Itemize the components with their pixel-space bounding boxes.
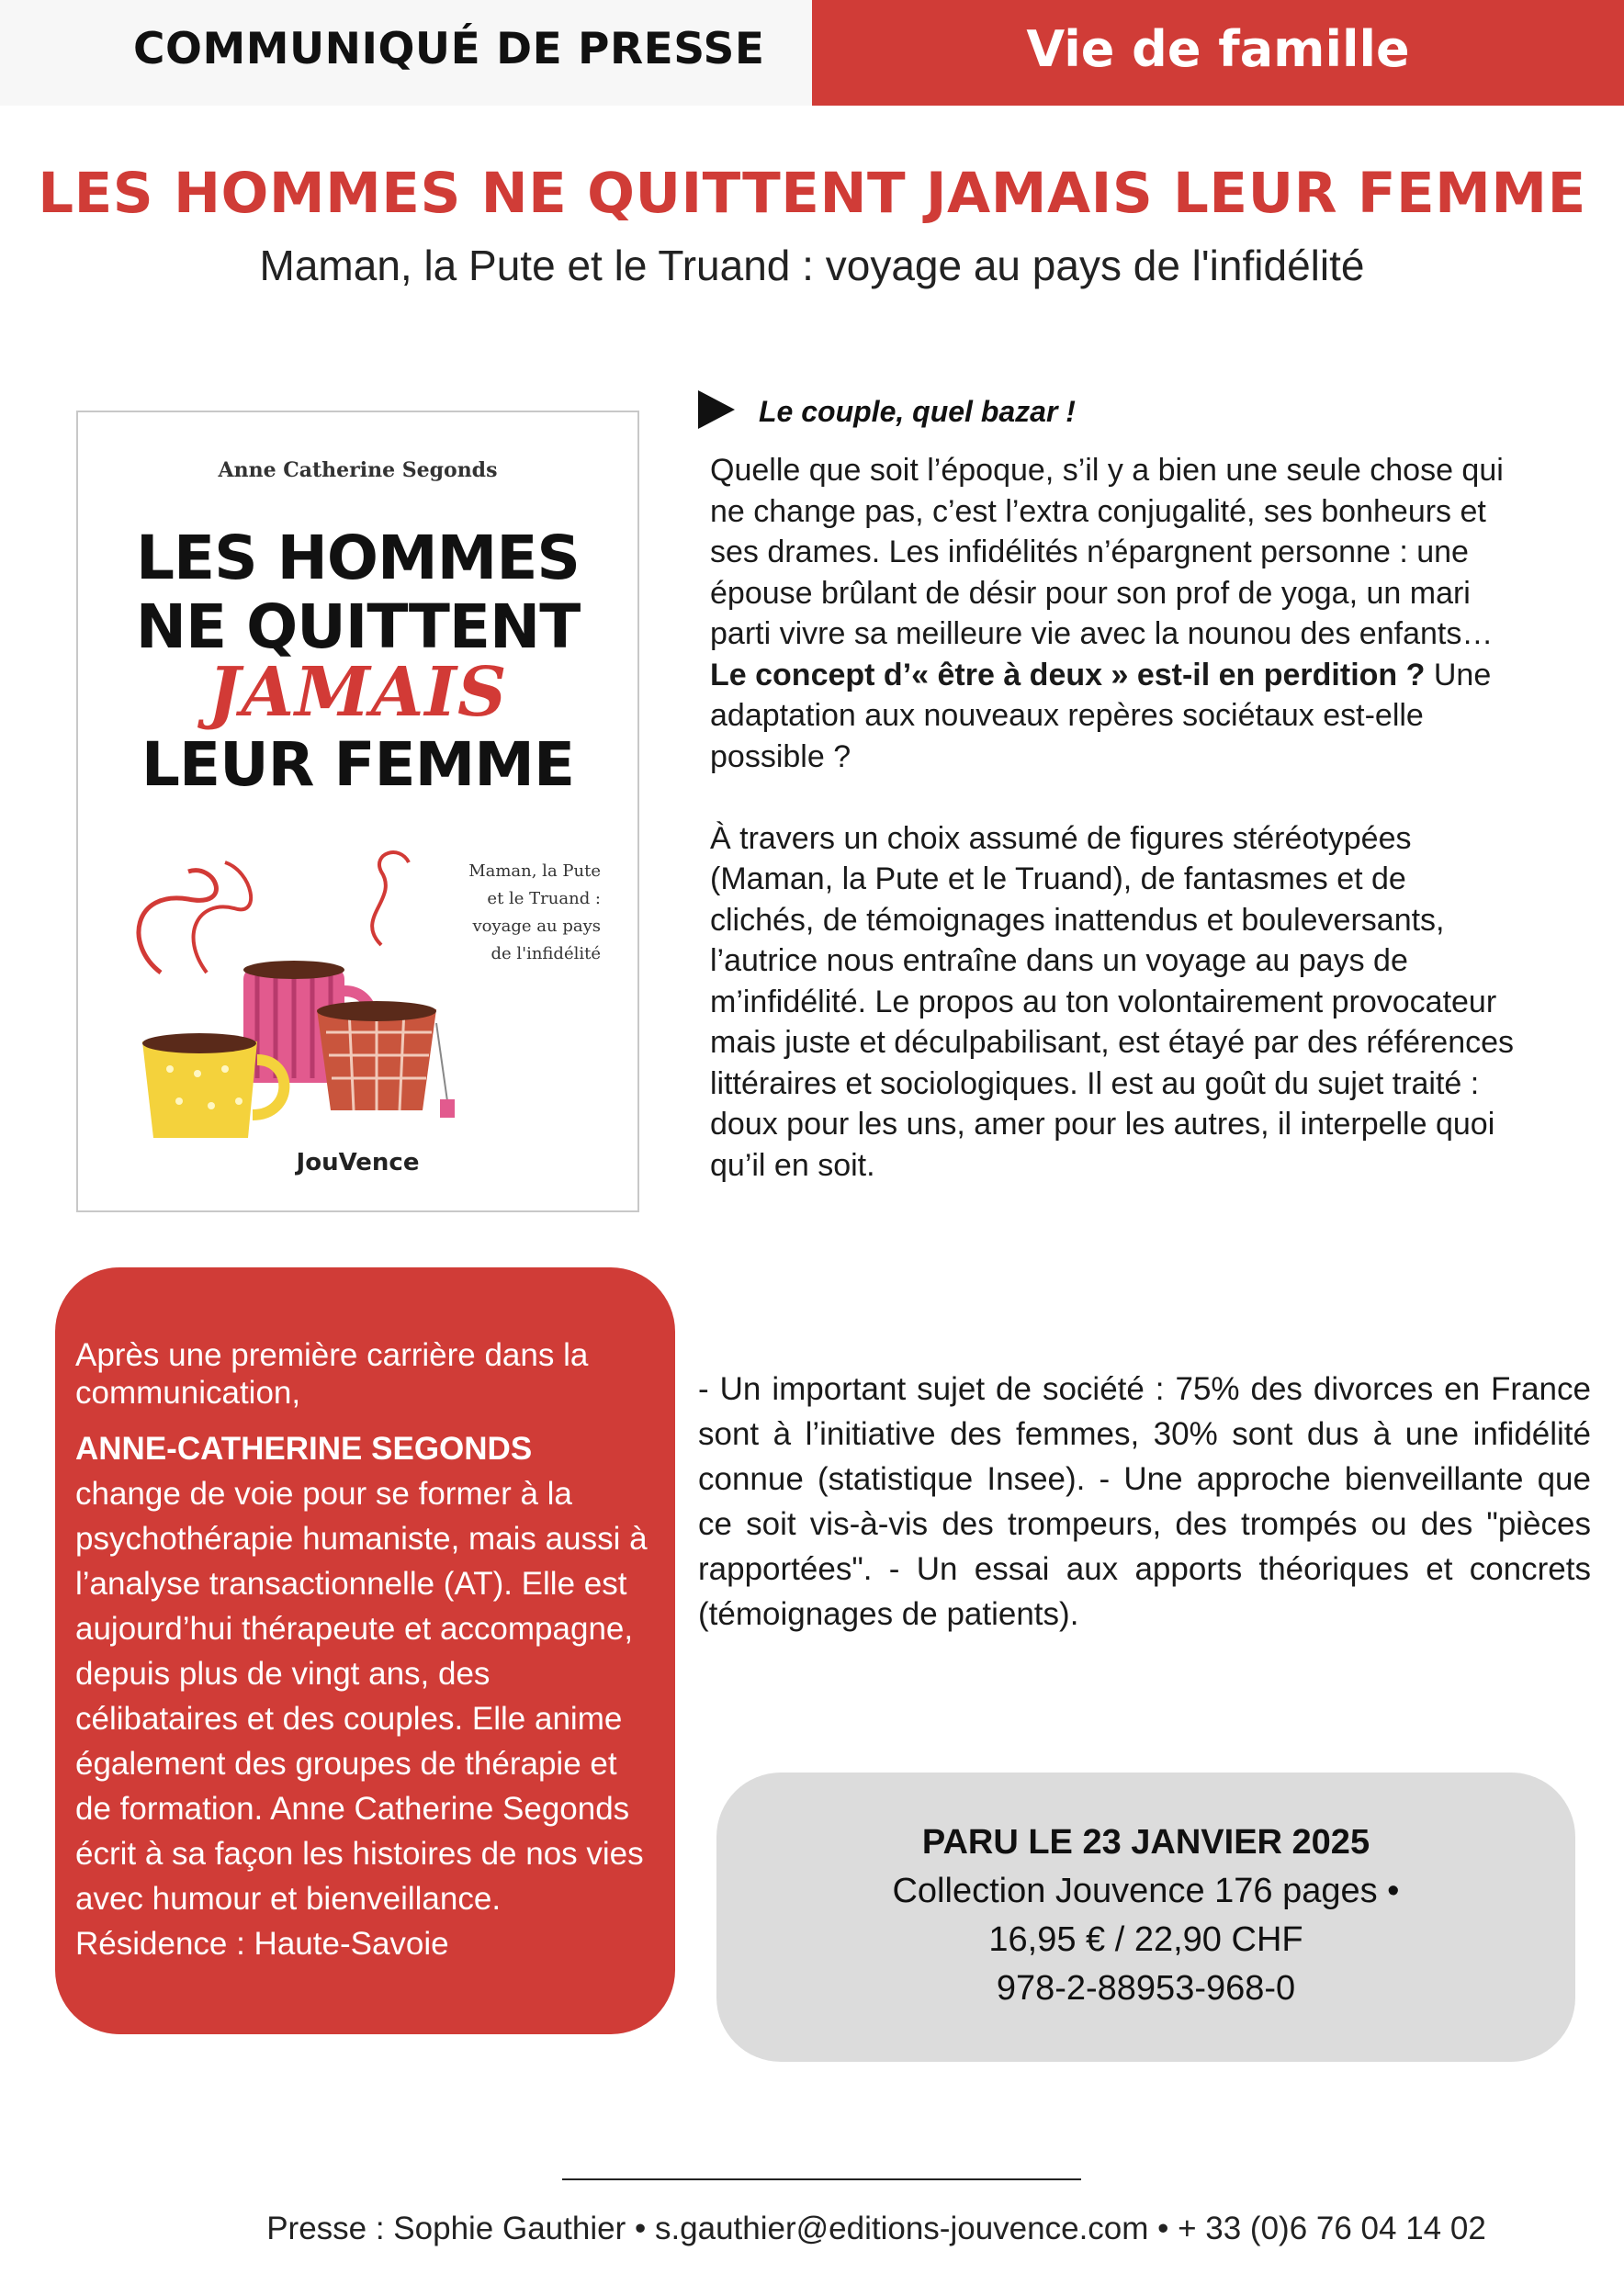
page-title: LES HOMMES NE QUITTENT JAMAIS LEUR FEMME: [38, 161, 1586, 226]
cover-title-line: LES HOMMES: [136, 523, 580, 593]
publisher-logo: JouVence: [296, 1149, 420, 1176]
press-contact: Presse : Sophie Gauthier • s.gauthier@editions-jouvence.com • + 33 (0)6 76 04 14 02: [266, 2211, 1486, 2246]
release-date: PARU LE 23 JANVIER 2025: [921, 1823, 1370, 1862]
publication-info-box: [716, 1773, 1575, 2062]
header-left-band: [0, 0, 812, 106]
author-name: ANNE-CATHERINE SEGONDS: [75, 1431, 533, 1467]
play-triangle-icon: [698, 390, 735, 429]
cover-author: Anne Catherine Segonds: [218, 458, 498, 482]
cover-subtitle: Maman, la Pute et le Truand : voyage au pays de l'infidélité: [468, 861, 601, 963]
author-bio-box: [55, 1267, 675, 2034]
page-subtitle: Maman, la Pute et le Truand : voyage au pays de l'infidélité: [259, 242, 1365, 289]
book-cover: [76, 411, 639, 1212]
cover-title-accent: JAMAIS: [208, 653, 508, 732]
bold-question: Le concept d’« être à deux » est-il en perdition ?: [710, 657, 1426, 692]
body-text: [710, 450, 1518, 1227]
author-description: change de voie pour se former à la psychothérapie humaniste, mais aussi à l’analyse transactionnelle (AT). Elle est aujourd’hui thérapeute et accompagne, depuis plus de vingt ans, des célibataires et des couples. Elle anime également des groupes de thérapie et de formation. Anne Catherine Segonds écrit à sa façon les histoires de nos vies avec humour et bienveillance. Résidence : Haute-Savoie: [75, 1476, 648, 1962]
category-label: Vie de famille: [1026, 20, 1410, 78]
isbn: 978-2-88953-968-0: [996, 1969, 1296, 2008]
author-intro: Après une première carrière dans la communication,: [75, 1337, 589, 1411]
section-heading: Le couple, quel bazar !: [759, 395, 1076, 428]
press-release-label: COMMUNIQUÉ DE PRESSE: [133, 24, 765, 74]
header-category-band: [812, 0, 1624, 106]
collection-pages: Collection Jouvence 176 pages •: [892, 1872, 1400, 1910]
cover-title-line: LEUR FEMME: [141, 729, 575, 800]
cover-title-line: NE QUITTENT: [135, 591, 581, 662]
paragraph: Quelle que soit l’époque, s’il y a bien une seule chose qui ne change pas, c’est l’extra conjugalité, ses bonheurs et ses drames. Les infidélités n’épargnent personne : une épouse brûlant de désir pour son prof de yoga, un mari parti vivre sa meilleure vie avec la nounou des enfants… Le concept d’« être à deux » est-il en perdition ? Une adaptation aux nouveaux repères sociétaux est-elle possible ?: [710, 453, 1504, 774]
key-points: - Un important sujet de société : 75% des divorces en France sont à l’initiative des femmes, 30% sont dus à une infidélité connue (statistique Insee). - Une approche bienveillante que ce soit vis-à-vis des trompeurs, des trompés ou des "pièces rapportées". - Un essai aux apports théoriques et concrets (témoignages de patients).: [698, 1371, 1591, 1632]
coffee-mugs-illustration: [106, 835, 491, 1147]
footer-divider: [562, 2178, 1081, 2180]
price: 16,95 € / 22,90 CHF: [988, 1920, 1303, 1959]
paragraph: À travers un choix assumé de figures stéréotypées (Maman, la Pute et le Truand), de fantasmes et de clichés, de témoignages inattendus et bouleversants, l’autrice nous entraîne dans un voyage au pays de m’infidélité. Le propos au ton volontairement provocateur mais juste et déculpabilisant, est étayé par des références littéraires et sociologiques. Il est au goût du sujet traité : doux pour les uns, amer pour les autres, il interpelle quoi qu’il en soit.: [710, 820, 1515, 1183]
